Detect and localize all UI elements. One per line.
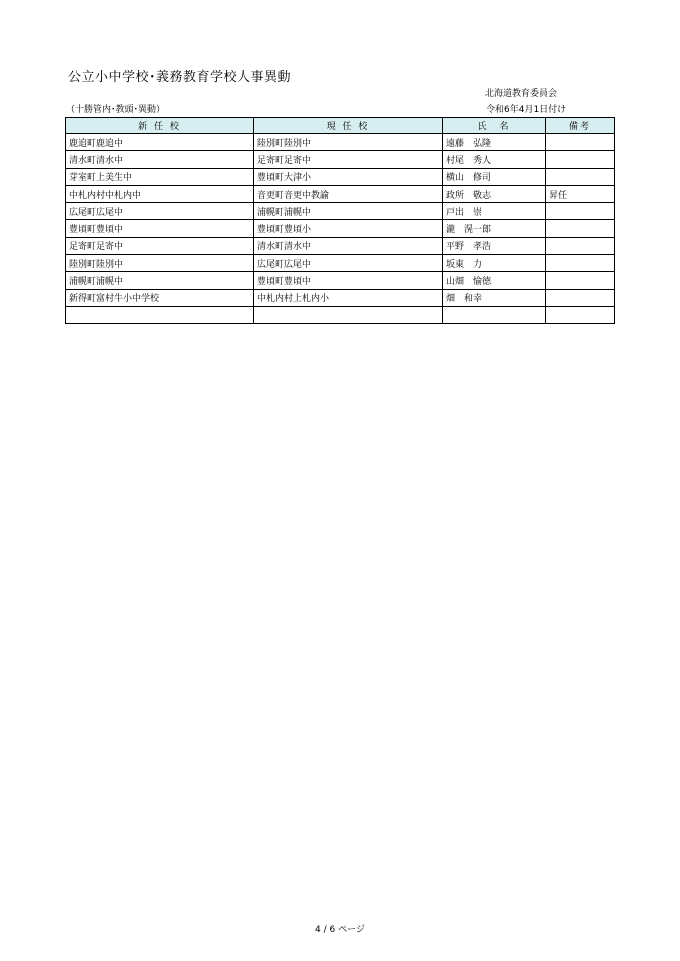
table-row — [66, 289, 615, 306]
remarks-cell — [546, 220, 615, 237]
name-cell — [443, 306, 546, 323]
table-row — [66, 134, 615, 151]
issuer: 北海道教育委員会 — [485, 89, 558, 99]
table-row — [66, 151, 615, 168]
document-title: 公立小中学校･義務教育学校人事異動 — [68, 70, 292, 85]
remarks-cell — [546, 168, 615, 185]
name-cell: 政所 敬志 — [443, 185, 546, 202]
name-cell: 横山 修司 — [443, 168, 546, 185]
name-cell: 戸出 崇 — [443, 203, 546, 220]
new-school-cell: 広尾町広尾中 — [66, 203, 254, 220]
header-current-school: 現 任 校 — [254, 118, 443, 134]
current-school-cell — [254, 306, 443, 323]
new-school-cell: 足寄町足寄中 — [66, 237, 254, 254]
personnel-table — [65, 117, 615, 324]
current-school-cell: 清水町清水中 — [254, 237, 443, 254]
new-school-cell: 豊頃町豊頃中 — [66, 220, 254, 237]
remarks-cell — [546, 134, 615, 151]
name-cell: 畑 和幸 — [443, 289, 546, 306]
current-school-cell: 豊頃町大津小 — [254, 168, 443, 185]
header-remarks: 備考 — [546, 118, 615, 134]
current-school-cell: 音更町音更中教諭 — [254, 185, 443, 202]
table-row — [66, 272, 615, 289]
remarks-cell — [546, 272, 615, 289]
table-row — [66, 168, 615, 185]
page-number: 4 / 6 ページ — [315, 925, 365, 935]
table-row — [66, 203, 615, 220]
current-school-cell: 豊頃町豊頃中 — [254, 272, 443, 289]
remarks-cell — [546, 306, 615, 323]
new-school-cell: 鹿追町鹿追中 — [66, 134, 254, 151]
table-row — [66, 255, 615, 272]
current-school-cell: 陸別町陸別中 — [254, 134, 443, 151]
header-name: 氏 名 — [443, 118, 546, 134]
remarks-cell — [546, 289, 615, 306]
new-school-cell: 浦幌町浦幌中 — [66, 272, 254, 289]
name-cell: 遠藤 弘隆 — [443, 134, 546, 151]
table-row — [66, 237, 615, 254]
document-subtitle: （十勝管内･教頭･異動） — [66, 105, 166, 115]
remarks-cell — [546, 203, 615, 220]
current-school-cell: 浦幌町浦幌中 — [254, 203, 443, 220]
remarks-cell — [546, 255, 615, 272]
current-school-cell: 豊頃町豊頃小 — [254, 220, 443, 237]
current-school-cell: 足寄町足寄中 — [254, 151, 443, 168]
new-school-cell: 陸別町陸別中 — [66, 255, 254, 272]
name-cell: 平野 孝浩 — [443, 237, 546, 254]
effective-date: 令和6年4月1日付け — [486, 105, 567, 115]
new-school-cell: 芽室町上美生中 — [66, 168, 254, 185]
new-school-cell: 清水町清水中 — [66, 151, 254, 168]
table-row — [66, 306, 615, 323]
name-cell: 山畑 愉徳 — [443, 272, 546, 289]
current-school-cell: 広尾町広尾中 — [254, 255, 443, 272]
new-school-cell: 新得町富村牛小中学校 — [66, 289, 254, 306]
new-school-cell — [66, 306, 254, 323]
table-header-row — [66, 118, 615, 134]
remarks-cell — [546, 237, 615, 254]
header-new-school: 新 任 校 — [66, 118, 254, 134]
current-school-cell: 中札内村上札内小 — [254, 289, 443, 306]
new-school-cell: 中札内村中札内中 — [66, 185, 254, 202]
table-body — [66, 134, 615, 324]
remarks-cell — [546, 151, 615, 168]
name-cell: 村尾 秀人 — [443, 151, 546, 168]
table-row — [66, 220, 615, 237]
remarks-cell: 昇任 — [546, 185, 615, 202]
table-row — [66, 185, 615, 202]
name-cell: 瀧 滉一郎 — [443, 220, 546, 237]
name-cell: 坂東 力 — [443, 255, 546, 272]
